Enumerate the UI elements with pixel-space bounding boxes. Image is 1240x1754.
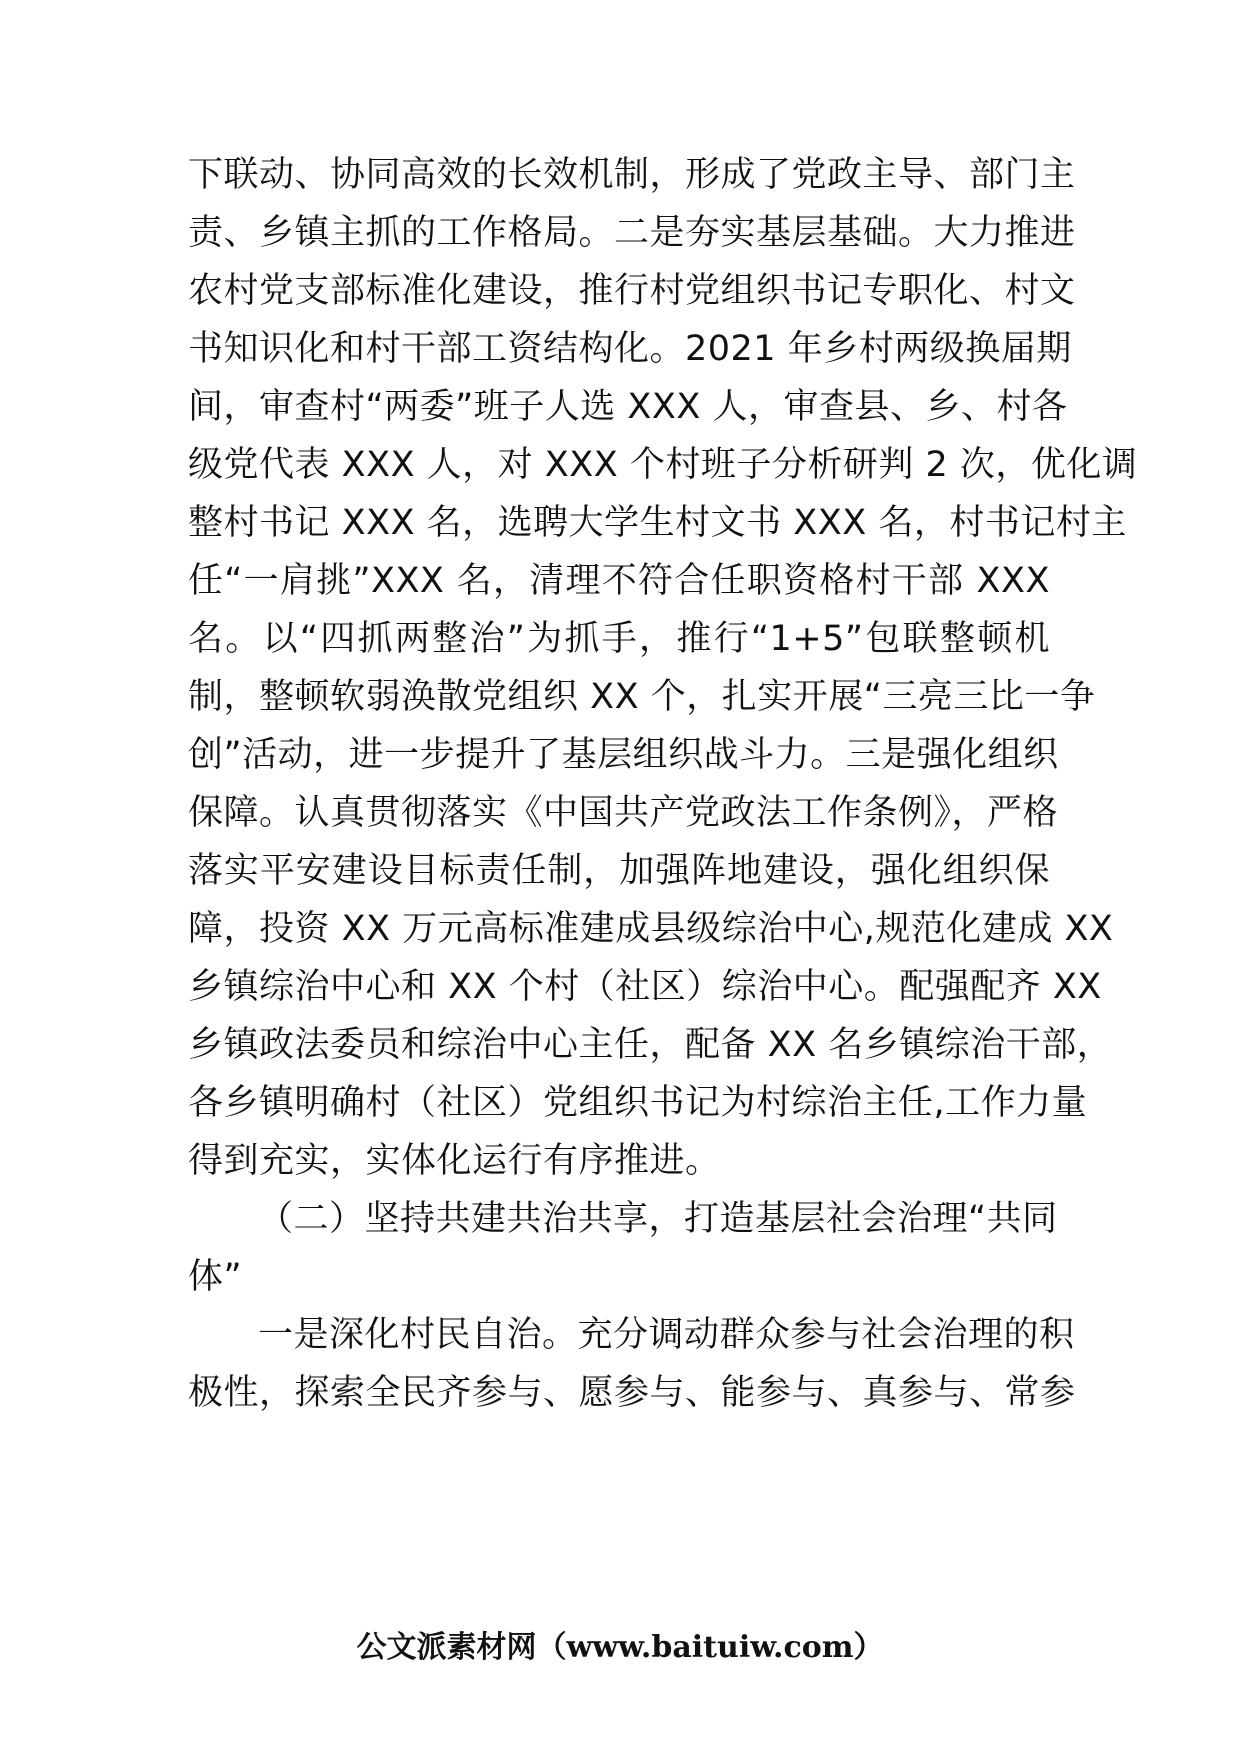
body-line: 制，整顿软弱涣散党组织 XX 个，扎实开展“三亮三比一争: [188, 677, 1096, 717]
body-line: 保障。认真贯彻落实《中国共产党政法工作条例》，严格: [188, 793, 1059, 833]
body-line: 创”活动，进一步提升了基层组织战斗力。三是强化组织: [188, 735, 1059, 775]
body-line: 农村党支部标准化建设，推行村党组织书记专职化、村文: [188, 271, 1076, 311]
body-line: 级党代表 XXX 人，对 XXX 个村班子分析研判 2 次，优化调: [188, 445, 1138, 485]
section-heading-continued: 体”: [188, 1257, 243, 1297]
body-line: 各乡镇明确村（社区）党组织书记为村综治主任,工作力量: [188, 1083, 1088, 1123]
section-heading: （二）坚持共建共治共享，打造基层社会治理“共同: [258, 1199, 1058, 1239]
footer-watermark: 公文派素材网（www.baituiw.com）: [356, 1630, 884, 1665]
body-line: 乡镇综治中心和 XX 个村（社区）综治中心。配强配齐 XX: [188, 967, 1102, 1007]
body-line: 任“一肩挑”XXX 名，清理不符合任职资格村干部 XXX: [188, 561, 1050, 601]
body-line: 名。以“四抓两整治”为抓手，推行“1+5”包联整顿机: [188, 619, 1050, 659]
body-line: 乡镇政法委员和综治中心主任，配备 XX 名乡镇综治干部，: [188, 1025, 1113, 1065]
body-line: 书知识化和村干部工资结构化。2021 年乡村两级换届期: [188, 329, 1072, 369]
body-line: 得到充实，实体化运行有序推进。: [188, 1141, 721, 1181]
body-line: 间，审查村“两委”班子人选 XXX 人，审查县、乡、村各: [188, 387, 1068, 427]
body-line: 整村书记 XXX 名，选聘大学生村文书 XXX 名，村书记村主: [188, 503, 1127, 543]
body-line: 障，投资 XX 万元高标准建成县级综治中心,规范化建成 XX: [188, 909, 1114, 949]
body-line: 下联动、协同高效的长效机制，形成了党政主导、部门主: [188, 155, 1076, 195]
body-line: 极性，探索全民齐参与、愿参与、能参与、真参与、常参: [188, 1373, 1076, 1413]
body-line: 责、乡镇主抓的工作格局。二是夯实基层基础。大力推进: [188, 213, 1076, 253]
body-line: 落实平安建设目标责任制，加强阵地建设，强化组织保: [188, 851, 1050, 891]
body-line: 一是深化村民自治。充分调动群众参与社会治理的积: [258, 1315, 1075, 1355]
